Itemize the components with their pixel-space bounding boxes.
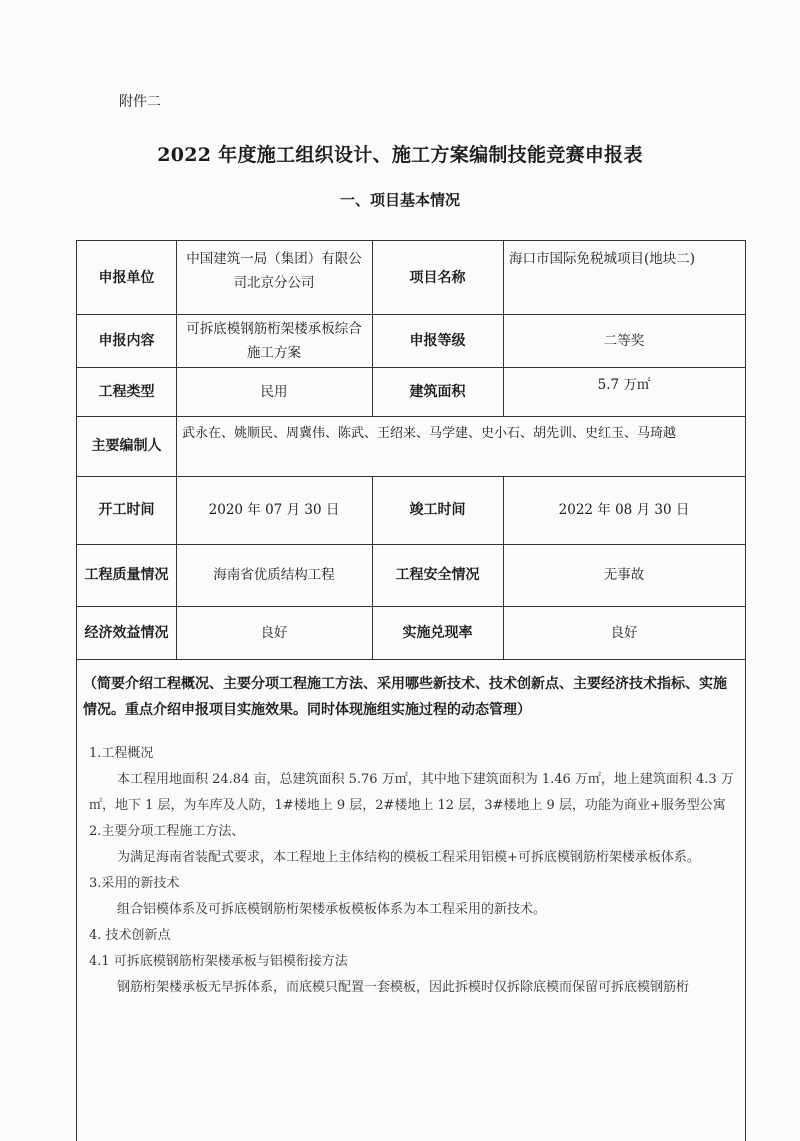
value-economic-benefit: 良好 — [260, 624, 288, 641]
value-completion-date: 2022 年 08 月 30 日 — [558, 502, 690, 518]
value-project-name: 海口市国际免税城项目(地块二) — [509, 251, 696, 267]
page-title: 2022 年度施工组织设计、施工方案编制技能竞赛申报表 — [157, 144, 643, 166]
value-main-authors: 武永在、姚顺民、周冀伟、陈武、王绍来、马学建、史小石、胡先训、史红玉、马琦越 — [182, 426, 677, 441]
heading-new-technology: 3.采用的新技术 — [89, 876, 180, 891]
label-main-authors: 主要编制人 — [91, 438, 162, 454]
label-applicant-unit: 申报单位 — [98, 269, 155, 286]
label-fulfillment-rate: 实施兑现率 — [402, 624, 473, 641]
value-fulfillment-rate: 良好 — [610, 624, 638, 641]
application-form-table — [76, 240, 746, 1141]
value-project-type: 民用 — [260, 383, 288, 400]
attachment-label: 附件二 — [119, 94, 161, 110]
value-award-level: 二等奖 — [603, 332, 645, 349]
description-instructions: （简要介绍工程概况、主要分项工程施工方法、采用哪些新技术、技术创新点、主要经济技术指标、实施情况。重点介绍申报项目实施效果。同时体现施组实施过程的动态管理） — [83, 676, 727, 718]
value-start-date: 2020 年 07 月 30 日 — [208, 502, 340, 518]
value-quality: 海南省优质结构工程 — [213, 567, 335, 583]
label-project-name: 项目名称 — [409, 269, 466, 286]
row-divider — [77, 659, 745, 660]
label-safety: 工程安全情况 — [395, 567, 480, 583]
description-body — [89, 741, 739, 1001]
paragraph-project-overview: 本工程用地面积 24.84 亩，总建筑面积 5.76 万㎡，其中地下建筑面积为 1.46 万㎡，地上建筑面积 4.3 万㎡，地下 1 层，为车库及人防，1#楼地上 9 层，2#楼地上 12 层，3#楼地上 9 层，功能为商业+服务型公寓 — [89, 772, 734, 813]
heading-innovation-4-1: 4.1 可拆底模钢筋桁架楼承板与铝模衔接方法 — [89, 954, 348, 969]
value-application-content: 可拆底模钢筋桁架楼承板综合施工方案 — [186, 320, 362, 361]
label-building-area: 建筑面积 — [409, 383, 466, 400]
paragraph-new-technology: 组合铝模体系及可拆底模钢筋桁架楼承板模板体系为本工程采用的新技术。 — [117, 902, 547, 917]
label-project-type: 工程类型 — [98, 383, 155, 400]
paragraph-innovation-4-1: 钢筋桁架楼承板无早拆体系，而底模只配置一套模板，因此拆模时仅拆除底模而保留可拆底模钢筋桁 — [117, 980, 690, 995]
label-quality: 工程质量情况 — [84, 567, 169, 583]
label-application-content: 申报内容 — [98, 332, 155, 349]
heading-construction-methods: 2.主要分项工程施工方法、 — [89, 824, 245, 839]
label-economic-benefit: 经济效益情况 — [84, 624, 169, 641]
value-building-area: 5.7 万㎡ — [597, 377, 651, 393]
heading-project-overview: 1.工程概况 — [89, 746, 154, 761]
heading-innovation: 4. 技术创新点 — [89, 928, 171, 943]
section-title: 一、项目基本情况 — [339, 191, 460, 209]
value-applicant-unit: 中国建筑一局（集团）有限公司北京分公司 — [186, 251, 362, 291]
value-safety: 无事故 — [603, 567, 645, 583]
label-completion-date: 竣工时间 — [409, 502, 466, 518]
label-start-date: 开工时间 — [98, 502, 155, 518]
paragraph-construction-methods: 为满足海南省装配式要求，本工程地上主体结构的模板工程采用铝模+可拆底模钢筋桁架楼承板体系。 — [117, 850, 700, 865]
label-award-level: 申报等级 — [409, 332, 466, 349]
